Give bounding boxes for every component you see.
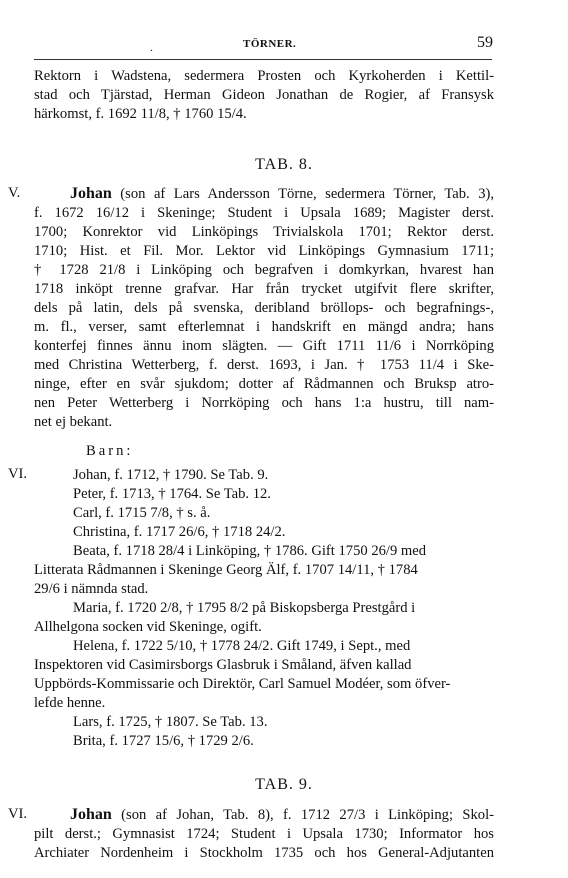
intro-line-3: härkomst, f. 1692 11/8, † 1760 15/4. [34,106,247,122]
tab8-line-1: Johan (son af Lars Andersson Törne, sedermera Törner, Tab. 3), [70,185,494,202]
tab8-line-4: 1710; Hist. et Fil. Mor. Lektor vid Linköpings Gymnasium 1711; [34,243,494,259]
child-entry-cont: lefde henne. [34,695,106,711]
tab8-line-10: med Christina Wetterberg, f. derst. 1693, i Jan. † 1753 11/4 i Ske- [34,357,494,373]
tab9-line-1: Johan (son af Johan, Tab. 8), f. 1712 27/3 i Linköping; Skol- [70,806,494,823]
running-title: TÖRNER. [243,38,297,50]
child-entry-cont: Litterata Rådmannen i Skeninge Georg Älf, f. 1707 14/11, † 1784 [34,562,418,578]
child-entry-cont: Uppbörds-Kommissarie och Direktör, Carl Samuel Modéer, som öfver- [34,676,451,692]
tab8-line-5: † 1728 21/8 i Linköping och begrafven i domkyrkan, hvarest han [34,262,494,278]
tab8-person-name: Johan [70,185,112,202]
tab9-generation: VI. [8,806,28,822]
child-entry: Beata, f. 1718 28/4 i Linköping, † 1786. Gift 1750 26/9 med [73,543,427,559]
tab8-line-6: 1718 inköpt trenne grafvar. Har från trycket utgifvit flere skrifter, [34,281,494,297]
header-rule [34,59,492,60]
intro-line-2: stad och Tjärstad, Herman Gideon Jonathan de Rogier, af Fransysk [34,87,494,103]
tab8-generation: V. [8,185,21,201]
tab8-line-8: m. fl., verser, samt efterlemnat i handskrift en mängd andra; hans [34,319,494,335]
tab8-line-12: nen Peter Wetterberg i Norrköping och hans 1:a hustru, till nam- [34,395,494,411]
tab8-heading: TAB. 8. [255,156,313,173]
child-entry: Peter, f. 1713, † 1764. Se Tab. 12. [73,486,271,502]
children-label: Barn: [86,443,134,459]
tab9-line-3: Archiater Nordenheim i Stockholm 1735 och hos General-Adjutanten [34,845,494,861]
tab8-line-7: dels på latin, dels på svenska, deribland bröllops- och begrafnings-, [34,300,494,316]
children-generation: VI. [8,466,28,482]
child-entry-cont: Inspektoren vid Casimirsborgs Glasbruk i Småland, äfven kallad [34,657,412,673]
child-entry: Christina, f. 1717 26/6, † 1718 24/2. [73,524,286,540]
tab8-line-13: net ej bekant. [34,414,113,430]
child-entry: Brita, f. 1727 15/6, † 1729 2/6. [73,733,254,749]
child-entry: Johan, f. 1712, † 1790. Se Tab. 9. [73,467,269,483]
child-entry-cont: Allhelgona socken vid Skeninge, ogift. [34,619,262,635]
child-entry: Lars, f. 1725, † 1807. Se Tab. 13. [73,714,268,730]
tab8-line-2: f. 1672 16/12 i Skeninge; Student i Upsala 1689; Magister derst. [34,205,494,221]
tab9-person-name: Johan [70,806,112,823]
child-entry: Carl, f. 1715 7/8, † s. å. [73,505,211,521]
child-entry: Helena, f. 1722 5/10, † 1778 24/2. Gift 1749, i Sept., med [73,638,411,654]
header-dot: . [150,40,153,54]
tab9-heading: TAB. 9. [255,776,313,793]
tab8-line-11: ninge, efter en svår sjukdom; dotter af Rådmannen och Bruksp atro- [34,376,494,392]
child-entry: Maria, f. 1720 2/8, † 1795 8/2 på Biskopsberga Prestgård i [73,600,416,616]
tab8-line-9: konterfej finnes ännu inom slägten. — Gift 1711 11/6 i Norrköping [34,338,494,354]
tab9-line-2: pilt derst.; Gymnasist 1724; Student i Upsala 1730; Informator hos [34,826,494,842]
page-number: 59 [477,34,493,51]
intro-line-1: Rektorn i Wadstena, sedermera Prosten och Kyrkoherden i Kettil- [34,68,494,84]
tab8-line-3: 1700; Konrektor vid Linköpings Trivialskola 1701; Rektor derst. [34,224,494,240]
child-entry-cont: 29/6 i nämnda stad. [34,581,149,597]
